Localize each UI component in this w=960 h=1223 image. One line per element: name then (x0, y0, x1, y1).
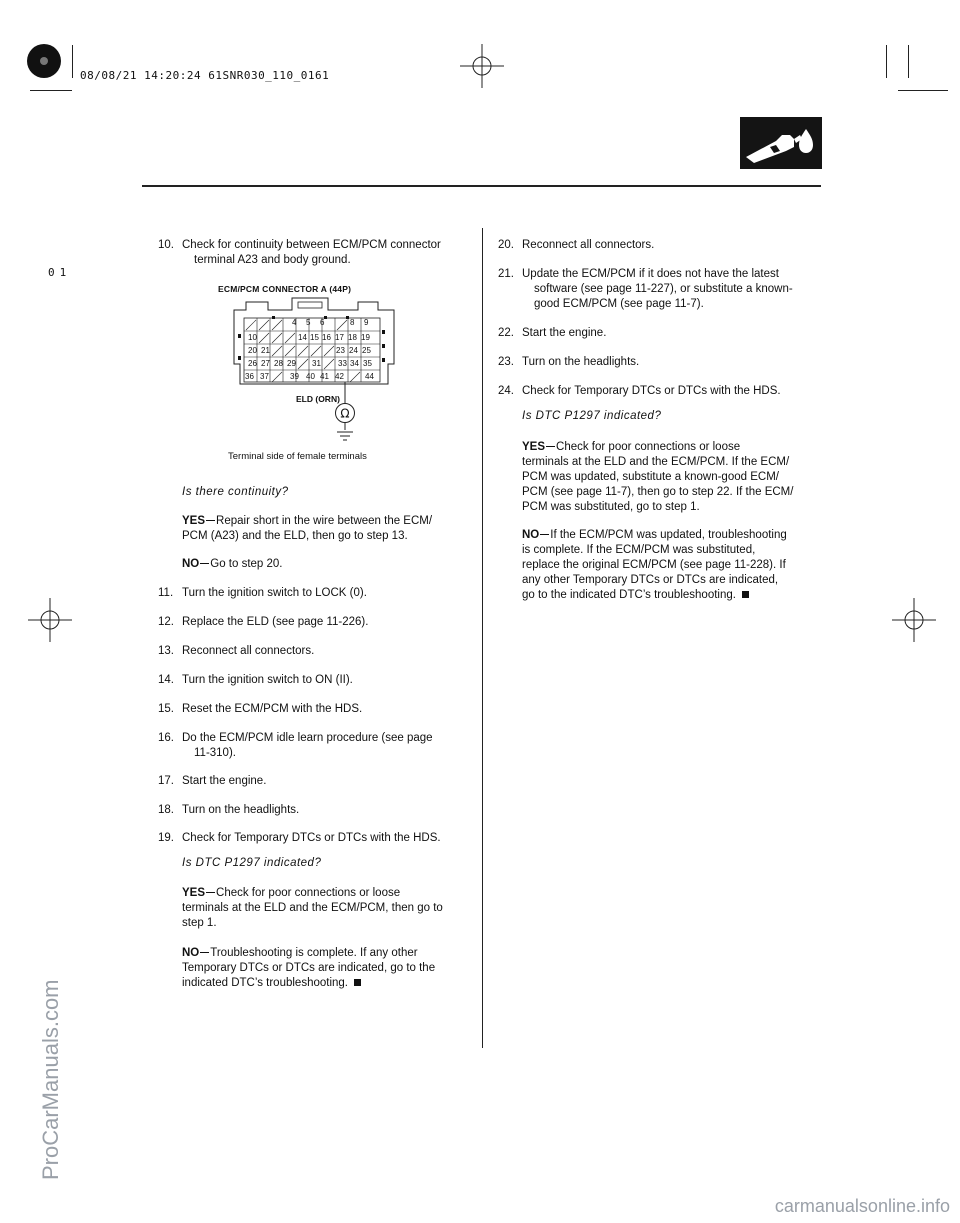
crop-mark (886, 45, 887, 78)
step-17: 17. Start the engine. (158, 775, 267, 787)
terminal: 42 (335, 372, 344, 381)
answer-yes-1 (182, 514, 472, 544)
diagram-title: ECM/PCM CONNECTOR A (44P) (218, 284, 352, 294)
terminal: 15 (310, 333, 319, 342)
step-23: 23. Turn on the headlights. (498, 356, 640, 368)
terminal: 9 (364, 318, 369, 327)
terminal: 35 (363, 359, 372, 368)
ground-icon (335, 430, 355, 442)
step-19: 19. Check for Temporary DTCs or DTCs with the HDS. (158, 832, 441, 844)
terminal: 33 (338, 359, 347, 368)
answer-yes-2: YES Check for poor connections or loose terminals at the ELD and the ECM/PCM, then go to step 1. (182, 887, 443, 929)
terminal: 24 (349, 346, 358, 355)
step-16: 16. Do the ECM/PCM idle learn procedure (see page 11-310). (158, 732, 433, 759)
dash (540, 534, 549, 535)
side-watermark: ProCarManuals.com (38, 979, 63, 1180)
terminal: 26 (248, 359, 257, 368)
answer-text: Go to step 20. (210, 558, 283, 570)
crop-mark (72, 45, 73, 78)
step-15: 15. Reset the ECM/PCM with the HDS. (158, 703, 363, 715)
terminal: 29 (287, 359, 296, 368)
step-22: 22. Start the engine. (498, 327, 607, 339)
yes-label: YES (182, 515, 206, 527)
step-14: 14. Turn the ignition switch to ON (II). (158, 674, 353, 686)
crosshair-mark-icon (28, 598, 72, 642)
step-11: 11. Turn the ignition switch to LOCK (0). (158, 587, 367, 599)
yes-label: YES (182, 887, 206, 899)
crop-mark (30, 90, 72, 91)
ohmmeter-icon (334, 402, 356, 424)
terminal: 41 (320, 372, 329, 381)
step-13: 13. Reconnect all connectors. (158, 645, 315, 657)
terminal: 21 (261, 346, 270, 355)
page-number: 01 (48, 266, 72, 279)
terminal: 20 (248, 346, 257, 355)
terminal: 16 (322, 333, 331, 342)
diagram-caption: Terminal side of female terminals (228, 451, 367, 462)
no-label: NO (182, 947, 200, 959)
terminal: 4 (292, 318, 297, 327)
end-mark-icon (354, 979, 361, 986)
dash (200, 563, 209, 564)
registration-target-center (40, 57, 48, 65)
svg-text:Ω: Ω (340, 406, 350, 421)
crosshair-mark-icon (460, 44, 504, 88)
fuel-nozzle-icon (740, 117, 822, 169)
terminal-a23: 23 (336, 346, 345, 355)
print-stamp: 08/08/21 14:20:24 61SNR030_110_0161 (80, 69, 330, 82)
dash (200, 952, 209, 953)
column-divider (482, 228, 483, 1048)
question-dtc-left: Is DTC P1297 indicated? (182, 857, 322, 869)
answer-yes-right: YES Check for poor connections or loose terminals at the ELD and the ECM/PCM. If the ECM/ PCM was updated, substitute a known-good ECM/ PCM (see page 11-7), then go to step 22. If the ECM/ PCM was substituted, go to step 1. (522, 441, 794, 513)
terminal: 8 (350, 318, 355, 327)
terminal: 40 (306, 372, 315, 381)
yes-label: YES (522, 441, 546, 453)
terminal: 37 (260, 372, 269, 381)
footer-watermark: carmanualsonline.info (774, 1196, 950, 1216)
no-label: NO (522, 529, 540, 541)
wire-label-eld: ELD (ORN) (296, 394, 340, 404)
terminal: 27 (261, 359, 270, 368)
terminal: 36 (245, 372, 254, 381)
question-dtc-right: Is DTC P1297 indicated? (522, 410, 662, 422)
answer-no-2: NO Troubleshooting is complete. If any other Temporary DTCs or DTCs are indicated, go to the indicated DTC’s troubleshooting. (182, 947, 436, 989)
dash (546, 446, 555, 447)
terminal: 5 (306, 318, 311, 327)
terminal: 34 (350, 359, 359, 368)
crop-mark (898, 90, 948, 91)
terminal: 44 (365, 372, 374, 381)
no-label: NO (182, 558, 200, 570)
answer-text: PCM (A23) and the ELD, then go to step 13. (182, 530, 408, 542)
step-10-text-1: Check for continuity between ECM/PCM connector (182, 239, 441, 251)
step-12: 12. Replace the ELD (see page 11-226). (158, 616, 369, 628)
answer-no-right: NO If the ECM/PCM was updated, troubleshooting is complete. If the ECM/PCM was substituted, replace the original ECM/PCM (see page 11-228). If any other Temporary DTCs or DTCs are indicated, go to the indicated DTC’s troubleshooting. (522, 529, 787, 601)
terminal: 6 (320, 318, 325, 327)
answer-text: Repair short in the wire between the ECM/ (216, 515, 433, 527)
step-20: 20. Reconnect all connectors. (498, 239, 655, 251)
step-24: 24. Check for Temporary DTCs or DTCs with the HDS. (498, 385, 781, 397)
question-continuity: Is there continuity? (182, 486, 289, 498)
crop-mark (908, 45, 909, 78)
terminal: 25 (362, 346, 371, 355)
end-mark-icon (742, 591, 749, 598)
dash (206, 892, 215, 893)
dash (206, 520, 215, 521)
step-10-text-2: terminal A23 and body ground. (194, 254, 351, 266)
terminal: 18 (348, 333, 357, 342)
terminal: 10 (248, 333, 257, 342)
terminal: 19 (361, 333, 370, 342)
terminal: 28 (274, 359, 283, 368)
terminal-grid-lines (244, 318, 380, 382)
terminal: 31 (312, 359, 321, 368)
step-21: 21. Update the ECM/PCM if it does not have the latest software (see page 11-227), or substitute a known- good ECM/PCM (see page 11-7). (498, 268, 793, 310)
header-rule (142, 185, 821, 187)
terminal: 14 (298, 333, 307, 342)
crosshair-mark-icon (892, 598, 936, 642)
terminal: 39 (290, 372, 299, 381)
step-18: 18. Turn on the headlights. (158, 804, 300, 816)
answer-no-1 (182, 557, 283, 572)
terminal: 17 (335, 333, 344, 342)
